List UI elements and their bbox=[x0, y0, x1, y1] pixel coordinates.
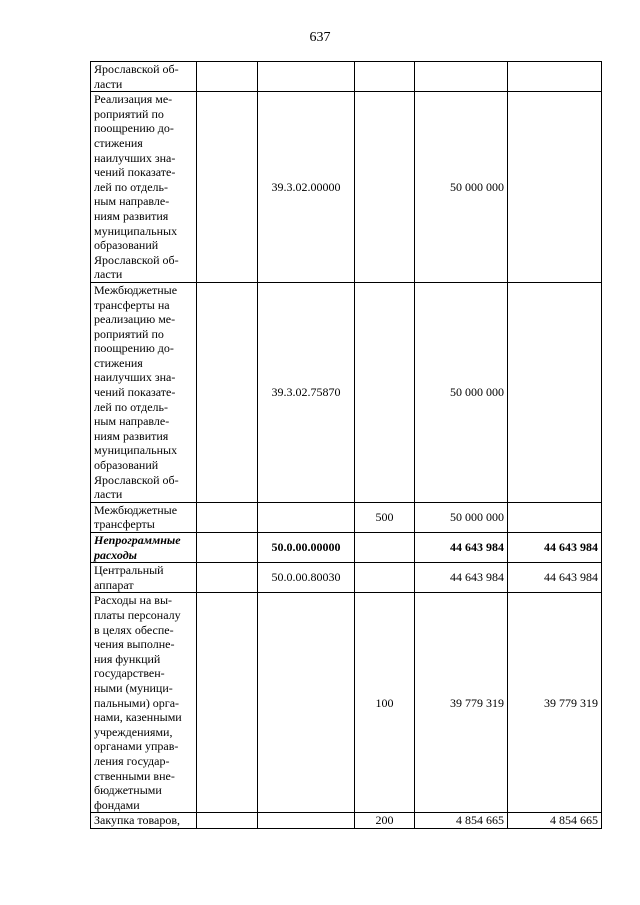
row-code-cell: 39.3.02.75870 bbox=[258, 282, 355, 502]
row-blank-cell bbox=[197, 92, 258, 283]
row-name-line: бюджетными bbox=[94, 783, 162, 798]
row-name-line: роприятий по bbox=[94, 106, 164, 121]
row-name-line: наилучших зна- bbox=[94, 370, 176, 385]
row-amount-cell: 50 000 000 bbox=[415, 502, 508, 532]
row-code-cell: 50.0.00.00000 bbox=[258, 533, 355, 563]
row-type-cell bbox=[355, 533, 415, 563]
row-name-cell bbox=[91, 92, 197, 283]
row-name-line: ления государ- bbox=[94, 753, 170, 768]
row-code-cell: 50.0.00.80030 bbox=[258, 563, 355, 593]
row-name-line: ласти bbox=[94, 487, 123, 502]
row-amount-cell: 50 000 000 bbox=[415, 282, 508, 502]
row-name-line: образований bbox=[94, 458, 159, 473]
row-name-line: трансферты на bbox=[94, 297, 170, 312]
row-name-line: ным направле- bbox=[94, 414, 170, 429]
row-name-line: Межбюджетные bbox=[94, 282, 178, 297]
row-type-cell: 200 bbox=[355, 813, 415, 829]
row-amount2-cell bbox=[508, 282, 602, 502]
row-name-line: Расходы на вы- bbox=[94, 593, 173, 608]
row-name-line: чений показате- bbox=[94, 165, 176, 180]
row-amount-cell: 39 779 319 bbox=[415, 593, 508, 813]
row-type-cell: 500 bbox=[355, 502, 415, 532]
row-name-line: Ярославской об- bbox=[94, 472, 179, 487]
row-name-line: государствен- bbox=[94, 666, 165, 681]
row-name-line: пальными) орга- bbox=[94, 695, 180, 710]
row-name-line: реализацию ме- bbox=[94, 312, 176, 327]
row-blank-cell bbox=[197, 593, 258, 813]
row-name-line: трансферты bbox=[94, 517, 155, 532]
row-name-cell bbox=[91, 593, 197, 813]
row-name-line: в целях обеспе- bbox=[94, 622, 174, 637]
row-name-cell bbox=[91, 502, 197, 532]
row-amount2-cell: 4 854 665 bbox=[508, 813, 602, 829]
row-amount-cell: 44 643 984 bbox=[415, 533, 508, 563]
row-blank-cell bbox=[197, 502, 258, 532]
row-amount2-cell bbox=[508, 92, 602, 283]
row-name-line: Центральный bbox=[94, 563, 164, 578]
row-name-line: Межбюджетные bbox=[94, 502, 178, 517]
row-code-cell bbox=[258, 62, 355, 92]
row-name-cell bbox=[91, 533, 197, 563]
row-amount-cell: 4 854 665 bbox=[415, 813, 508, 829]
row-name-line: чения выполне- bbox=[94, 637, 175, 652]
row-name-line: учреждениями, bbox=[94, 724, 173, 739]
row-name-line: ласти bbox=[94, 267, 123, 282]
row-name-line: ственными вне- bbox=[94, 768, 175, 783]
row-amount2-cell bbox=[508, 62, 602, 92]
row-name-cell bbox=[91, 282, 197, 502]
row-name-line: лей по отдель- bbox=[94, 399, 168, 414]
row-type-cell bbox=[355, 282, 415, 502]
row-blank-cell bbox=[197, 563, 258, 593]
row-name-line: ными (муници- bbox=[94, 680, 173, 695]
row-name-line: роприятий по bbox=[94, 326, 164, 341]
table-row bbox=[91, 593, 602, 813]
table-row bbox=[91, 502, 602, 532]
row-blank-cell bbox=[197, 533, 258, 563]
row-name-line: лей по отдель- bbox=[94, 179, 168, 194]
row-name-line: Реализация ме- bbox=[94, 92, 173, 107]
row-name-line: платы персоналу bbox=[94, 607, 181, 622]
row-name-line: поощрению до- bbox=[94, 341, 174, 356]
budget-table-body bbox=[91, 62, 602, 829]
row-name-line: аппарат bbox=[94, 577, 134, 592]
row-blank-cell bbox=[197, 62, 258, 92]
row-name-line: ния функций bbox=[94, 651, 161, 666]
row-amount-cell bbox=[415, 62, 508, 92]
row-name-line: чений показате- bbox=[94, 385, 176, 400]
row-name-line: муниципальных bbox=[94, 223, 178, 238]
table-row bbox=[91, 62, 602, 92]
row-amount2-cell: 44 643 984 bbox=[508, 533, 602, 563]
row-amount2-cell bbox=[508, 502, 602, 532]
row-name-line: стижения bbox=[94, 135, 143, 150]
row-name-line: поощрению до- bbox=[94, 121, 174, 136]
budget-table bbox=[90, 61, 602, 829]
row-type-cell bbox=[355, 62, 415, 92]
row-name-line: ниям развития bbox=[94, 208, 169, 223]
row-amount-cell: 50 000 000 bbox=[415, 92, 508, 283]
row-name-line: фондами bbox=[94, 797, 140, 812]
table-row bbox=[91, 563, 602, 593]
row-name-line: муниципальных bbox=[94, 443, 178, 458]
table-row bbox=[91, 282, 602, 502]
row-name-cell bbox=[91, 563, 197, 593]
row-name-line: органами управ- bbox=[94, 739, 179, 754]
table-row bbox=[91, 813, 602, 829]
row-name-line: наилучших зна- bbox=[94, 150, 176, 165]
row-type-cell bbox=[355, 563, 415, 593]
row-name-line: ным направле- bbox=[94, 194, 170, 209]
row-code-cell bbox=[258, 502, 355, 532]
table-row bbox=[91, 92, 602, 283]
row-amount2-cell: 39 779 319 bbox=[508, 593, 602, 813]
row-name-line: нами, казенными bbox=[94, 710, 182, 725]
table-row bbox=[91, 533, 602, 563]
row-name-line: расходы bbox=[94, 547, 137, 562]
row-name-line: Ярославской об- bbox=[94, 62, 179, 76]
row-name-line: Непрограммные bbox=[94, 533, 181, 547]
row-type-cell bbox=[355, 92, 415, 283]
row-name-line: ниям развития bbox=[94, 428, 169, 443]
row-name-line: образований bbox=[94, 238, 159, 253]
row-code-cell bbox=[258, 813, 355, 829]
row-name-line: стижения bbox=[94, 355, 143, 370]
row-name-line: Ярославской об- bbox=[94, 252, 179, 267]
row-name-line: Закупка товаров, bbox=[94, 813, 180, 828]
row-name-line: ласти bbox=[94, 76, 123, 91]
row-code-cell bbox=[258, 593, 355, 813]
row-code-cell: 39.3.02.00000 bbox=[258, 92, 355, 283]
row-name-cell bbox=[91, 813, 197, 829]
row-blank-cell bbox=[197, 282, 258, 502]
row-amount-cell: 44 643 984 bbox=[415, 563, 508, 593]
row-amount2-cell: 44 643 984 bbox=[508, 563, 602, 593]
page-number: 637 bbox=[309, 30, 331, 45]
row-name-cell bbox=[91, 62, 197, 92]
row-type-cell: 100 bbox=[355, 593, 415, 813]
row-blank-cell bbox=[197, 813, 258, 829]
